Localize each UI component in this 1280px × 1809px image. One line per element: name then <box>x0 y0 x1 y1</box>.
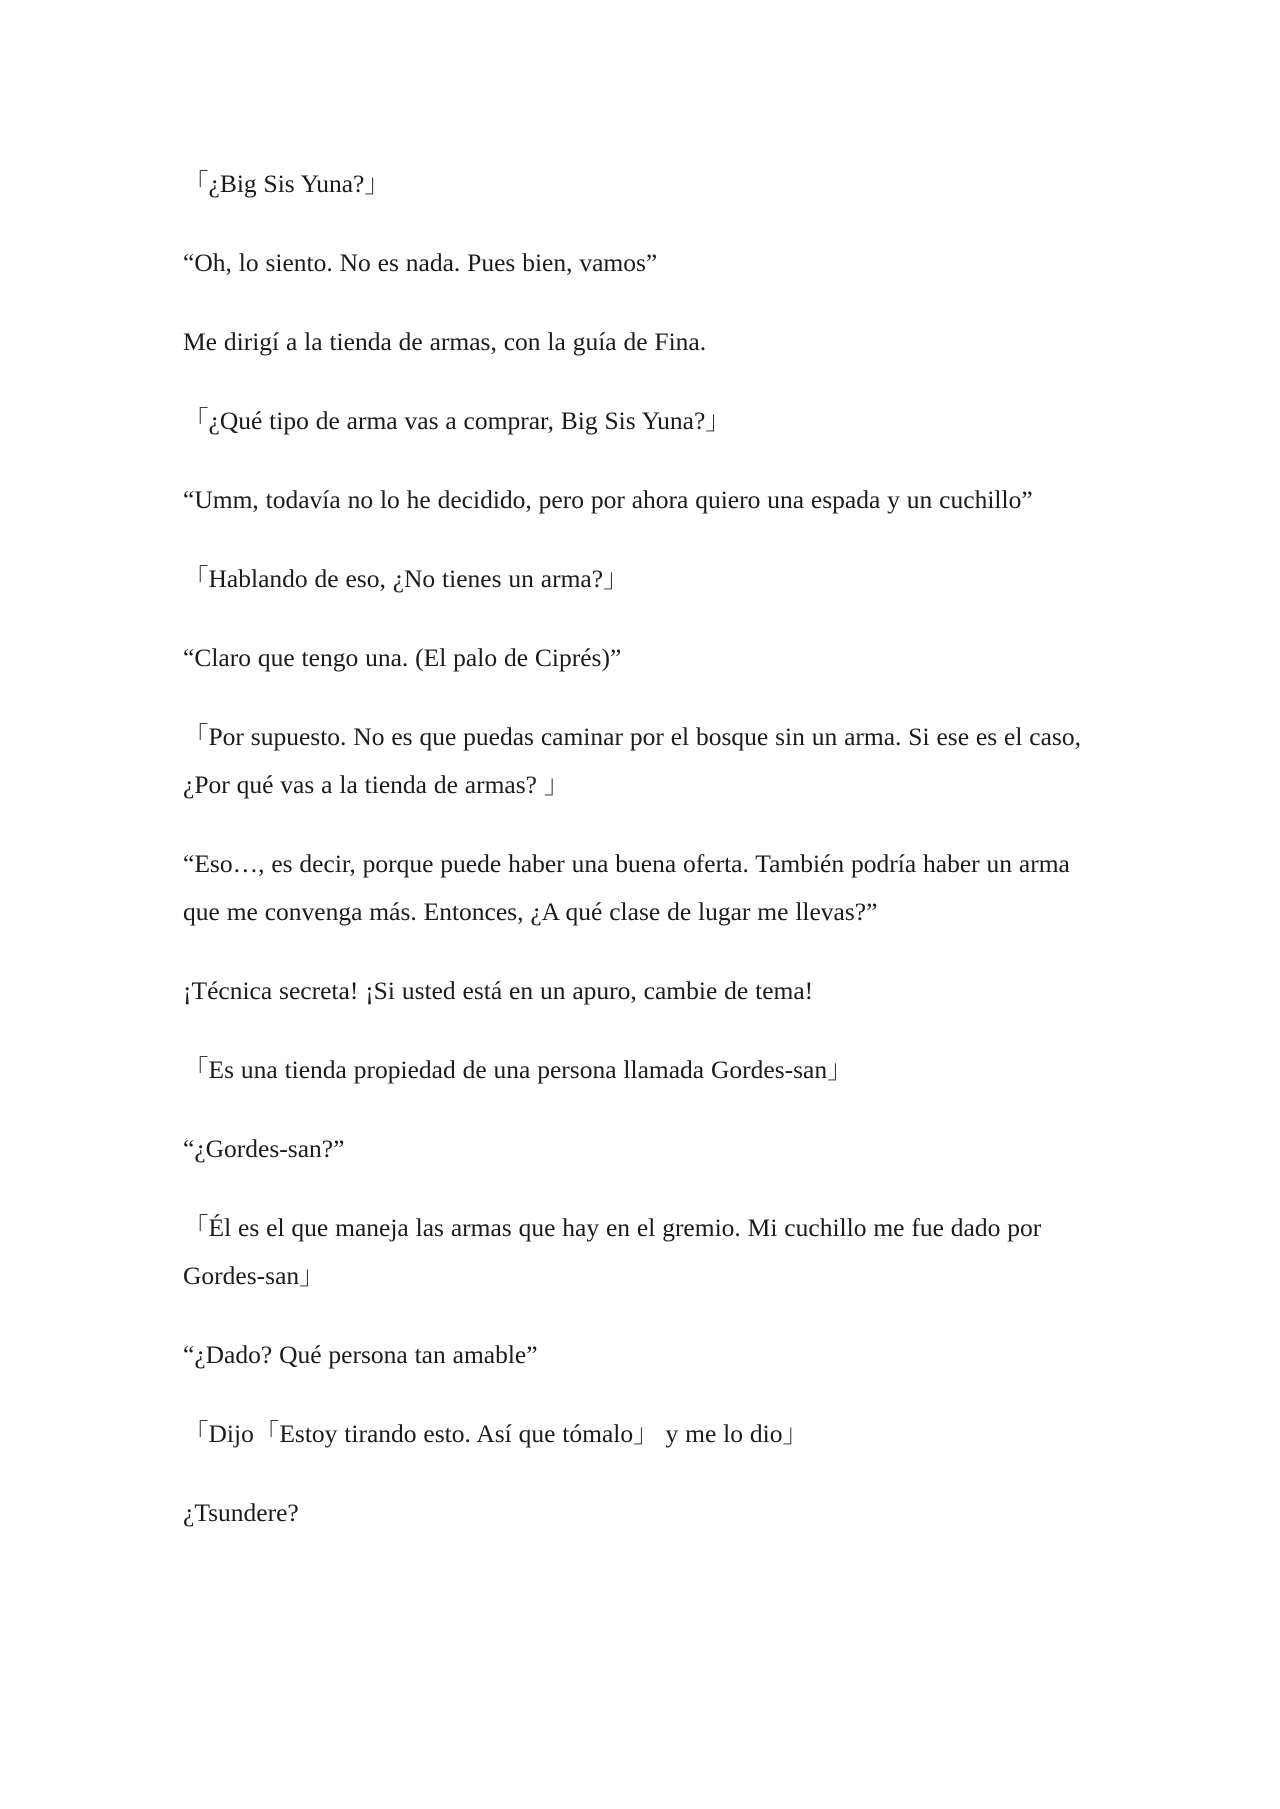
dialogue-line: “¿Dado? Qué persona tan amable” <box>183 1340 538 1369</box>
dialogue-line: 「Hablando de eso, ¿No tienes un arma?」 <box>183 564 629 593</box>
dialogue-line: “Umm, todavía no lo he decidido, pero por ahora quiero una espada y un cuchillo” <box>183 485 1033 514</box>
narration-line: ¿Tsundere? <box>183 1498 299 1527</box>
narration-line: Me dirigí a la tienda de armas, con la guía de Fina. <box>183 327 707 356</box>
dialogue-line: 「Él es el que maneja las armas que hay en el gremio. Mi cuchillo me fue dado por Gordes-san」 <box>183 1213 1042 1290</box>
document-body <box>183 160 1098 1568</box>
dialogue-line: “¿Gordes-san?” <box>183 1134 345 1163</box>
dialogue-line: “Eso…, es decir, porque puede haber una buena oferta. También podría haber un arma que me convenga más. Entonces, ¿A qué clase de lugar me llevas?” <box>183 849 1070 926</box>
dialogue-line: 「¿Big Sis Yuna?」 <box>183 169 390 198</box>
dialogue-line: 「Dijo「Estoy tirando esto. Así que tómalo」 y me lo dio」 <box>183 1419 808 1448</box>
dialogue-line: 「Es una tienda propiedad de una persona llamada Gordes-san」 <box>183 1055 853 1084</box>
dialogue-line: “Claro que tengo una. (El palo de Ciprés)” <box>183 643 622 672</box>
dialogue-line: 「Por supuesto. No es que puedas caminar por el bosque sin un arma. Si ese es el caso, ¿Por qué vas a la tienda de armas? 」 <box>183 722 1081 799</box>
dialogue-line: 「¿Qué tipo de arma vas a comprar, Big Sis Yuna?」 <box>183 406 731 435</box>
dialogue-line: “Oh, lo siento. No es nada. Pues bien, vamos” <box>183 248 658 277</box>
narration-line: ¡Técnica secreta! ¡Si usted está en un apuro, cambie de tema! <box>183 976 814 1005</box>
